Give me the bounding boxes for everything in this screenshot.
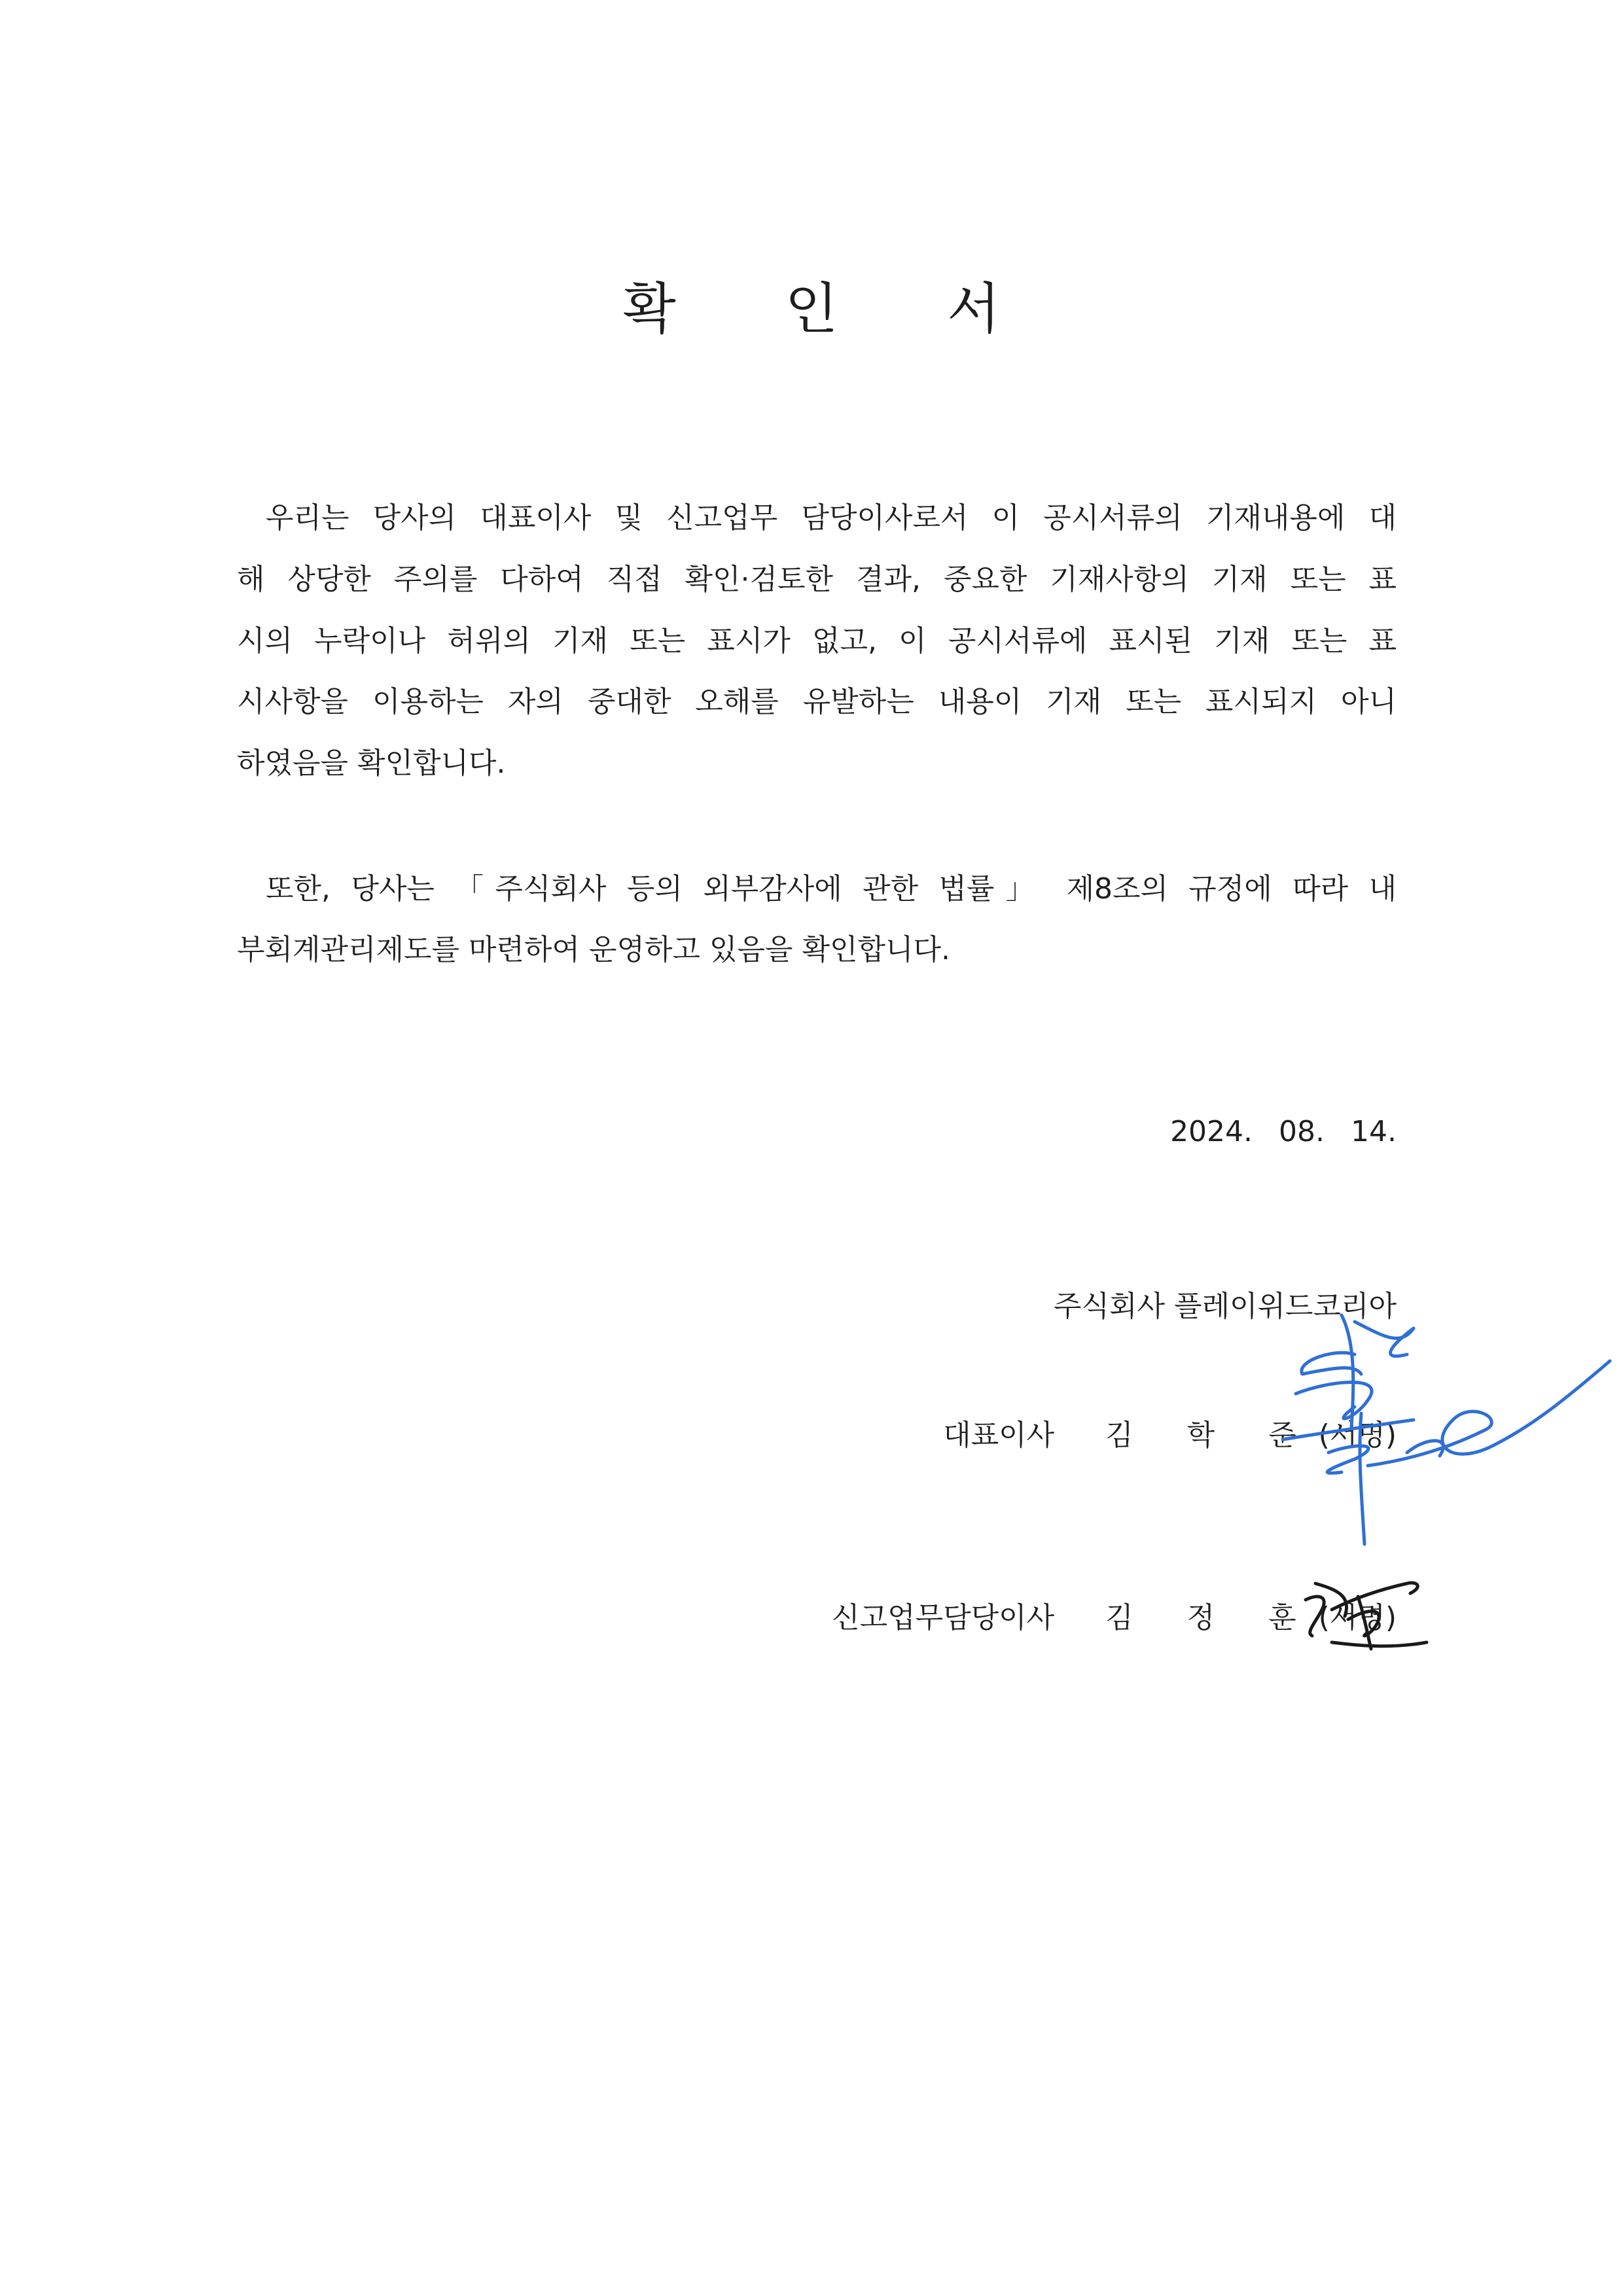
date-day: 14. [1351,1115,1397,1148]
date-month: 08. [1279,1115,1325,1148]
signer-ceo [943,1416,1397,1455]
document-title: 확 인 서 [622,277,1046,341]
paragraph-1-line-2: 해 상당한 주의를 다하여 직접 확인·검토한 결과, 중요한 기재사항의 기재 또는 표 [237,563,1397,596]
paragraph-1-line-3: 시의 누락이나 허위의 기재 또는 표시가 없고, 이 공시서류에 표시된 기재 또는 표 [237,624,1397,658]
signer-disclosure-officer [832,1598,1397,1638]
signature-label: (서명) [1318,1601,1397,1634]
signature-label: (서명) [1318,1419,1397,1452]
signer-role: 대표이사 [943,1419,1055,1452]
signer-name: 김 정 훈 [1105,1601,1319,1634]
date-year: 2024. [1170,1115,1253,1148]
paragraph-2-line-1: 또한, 당사는 「주식회사 등의 외부감사에 관한 법률」 제8조의 규정에 따라 내 [266,872,1397,906]
signer-name: 김 학 준 [1105,1419,1319,1452]
signer-role: 신고업무담당이사 [832,1601,1055,1634]
paragraph-2-line-2: 부회계관리제도를 마련하여 운영하고 있음을 확인합니다. [237,933,951,966]
paragraph-1-line-4: 시사항을 이용하는 자의 중대한 오해를 유발하는 내용이 기재 또는 표시되지 아니 [237,685,1397,718]
paragraph-1-line-1: 우리는 당사의 대표이사 및 신고업무 담당이사로서 이 공시서류의 기재내용에 대 [266,501,1397,535]
company-name: 주식회사 플레이위드코리아 [1053,1290,1397,1323]
paragraph-1-line-5: 하였음을 확인합니다. [237,747,506,780]
document-date [1170,1112,1397,1152]
